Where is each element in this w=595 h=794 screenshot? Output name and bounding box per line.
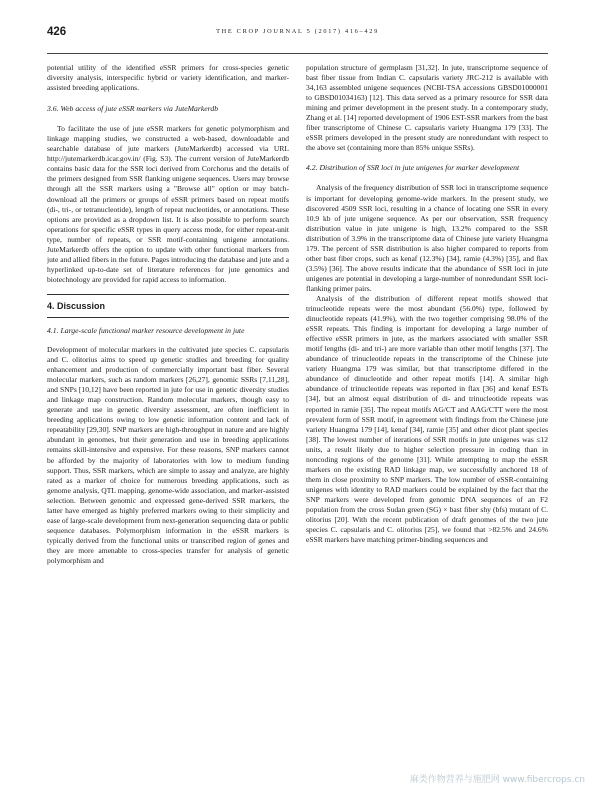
- paragraph-marker-resource: Development of molecular markers in the cultivated jute species C. capsularis and C. olitorius aims to speed up genetic studies and breeding for quality enhancement and production of commercially important bast fiber. Several molecular markers, such as random markers [26,27], genomic SSRs [7,11,28], and SNPs [10,12] have been reported in jute for use in genetic diversity studies and linkage map construction. Random molecular markers, though easy to generate and use in genetic diversity assessment, are often inefficient in breeding applications owing to low genetic information content and lack of repeatability [29,30]. SNP markers are high-throughput in nature and are highly abundant in genomes, but their generation and use in breeding applications remains skill-intensive and expensive. For these reasons, SNP markers cannot be afforded by the majority of laboratories with low to medium funding support. Thus, SSR markers, which are simple to assay and analyze, are highly rated as a marker of choice for numerous breeding applications, such as genome analysis, QTL mapping, genome-wide association, and marker-assisted selection. Between genomic and expressed gene-derived SSR markers, the latter have emerged as highly preferred markers owing to their simplicity and ease of large-scale development from next-generation sequencing data or public sequence databases. Polymorphism information in the eSSR markers is typically derived from the functional units or transcribed region of genes and they are more amenable to cross-species transfer for analysis of genetic polymorphism and: [47, 344, 289, 565]
- paragraph-continued: population structure of germplasm [31,32]. In jute, transcriptome sequence of bast fiber tissue from Indian C. capsularis variety JRC-212 is available with 34,163 assembled unigene sequences (NCBI-TSA accessions GBSD01000001 to GBSD01034163) [12]. This data served as a primary resource for SSR data mining and primer development in the present study. In a contemporary study, Zhang et al. [14] reported development of 1906 EST-SSR markers from the bast fiber transcriptome of Chinese C. capsularis variety Huangma 179 [33]. The eSSR primers developed in the present study are nonredundant with respect to the above set (containing more than 85% unique SSRs).: [306, 63, 548, 153]
- paragraph-ssr-frequency: Analysis of the frequency distribution of SSR loci in transcriptome sequence is important for developing genome-wide markers. In the present study, we discovered 4509 SSR loci, resulting in a chance of locating one SSR in every 10.9 kb of jute unigene sequence. As per our observation, SSR frequency distribution value in jute unigene is high, 13.2% compared to the SSR distribution of 3.9% in the transcriptome data of Chinese jute variety Huangma 179. The percent of SSR distribution is also higher compared to reports from other bast fiber crops, such as kenaf (12.3%) [34], ramie (4.3%) [35], and flax (3.5%) [36]. The above results indicate that the abundance of SSR loci in jute unigenes are potential in developing a large-number of nonredundant SSR loci-flanking primer pairs.: [306, 183, 548, 293]
- paragraph-jutemarkerdb: To facilitate the use of jute eSSR markers for genetic polymorphism and linkage mapping studies, we constructed a web-based, downloadable and searchable database of jute markers (JuteMarkerdb) accessed via URL http://jutemarkerdb.icar.gov.in/ (Fig. S3). The current version of JuteMarkerdb contains basic data for the SSR loci derived from Corchorus and the details of the primers designed from SSR flanking unigene sequences. Users may browse through all the SSR markers using a "Browse all" option or may batch-download all the primers or groups of eSSR primers based on repeat motifs (di-, tri-, or tetranucleotide), length of repeat nucleotides, or annotations. These options are provided as a dropdown list. It is also possible to perform search operations for specific eSSR types in query access mode, for either repeat-unit type, number of repeats, or SSR motif-containing unigene annotations. JuteMarkerdb offers the option to update with other functional markers from jute and allied fibers in the future. Pages introducing the database and jute and a hyperlinked up-to-date set of literature references for jute genomics and biotechnology are provided for rapid access to information.: [47, 124, 289, 284]
- left-column: [47, 63, 289, 723]
- section-rule-bottom: [47, 317, 289, 318]
- subsection-title-4-2: 4.2. Distribution of SSR loci in jute unigenes for marker development: [306, 163, 520, 173]
- discussion-section-header: [47, 294, 289, 318]
- right-column: [306, 63, 548, 757]
- subsection-title-4-1: 4.1. Large-scale functional marker resource development in jute: [47, 325, 245, 335]
- paragraph-repeat-motifs: Analysis of the distribution of different repeat motifs showed that trinucleotide repeats were the most abundant (56.0%) type, followed by dinucleotide repeats (41.9%), with the two together comprising 98.0% of the eSSR repeats. This finding is important for developing a large number of effective eSSR primers in jute, as the markers associated with smaller SSR motif lengths (di- and tri-) are more variable than other motif lengths [37]. The abundance of trinucleotide repeats in the transcriptome of the Chinese jute variety Huangma 179 was similar, but that transcriptome differed in the abundance of dinucleotide and other repeat motifs [14]. A similar high abundance of trinucleotide repeats was reported in flax [36] and kenaf ESTs [34], but an almost equal distribution of di- and trinucleotide repeats was reported in ramie [35]. The repeat motifs AG/CT and AAG/CTT were the most prevalent form of SSR motif, in agreement with findings from the Chinese jute variety Huangma 179 [14], kenaf [34], ramie [35] and other dicot plant species [38]. The lowest number of iterations of SSR motifs in jute unigenes was ≤12 units, a result likely due to higher selection pressure in coding than in noncoding regions of the genome [31]. While attempting to map the eSSR markers on the existing RAD linkage map, we successfully anchored 18 of them in close proximity to SNP markers. The low number of eSSR-containing unigenes with identity to RAD markers could be explained by the fact that the SNP markers were developed from genomic DNA sequences of an F2 population from the cross Sudan green (SG) × bast fiber shy (bfs) mutant of C. olitorius [20]. With the recent publication of draft genomes of the two jute species C. capsularis and C. olitorius [25], we found that >82.5% and 24.6% eSSR markers have matching primer-binding sequences and: [306, 293, 548, 545]
- subsection-title-3-6: 3.6. Web access of jute eSSR markers via JuteMarkerdb: [47, 104, 219, 114]
- paragraph-intro: potential utility of the identified eSSR primers for cross-species genetic diversity analysis, interspecific hybrid or variety identification, and marker-assisted breeding applications.: [47, 63, 289, 93]
- section-rule-top: [47, 294, 289, 295]
- page-number: 426: [47, 26, 67, 38]
- running-header: [47, 20, 548, 42]
- watermark: 麻类作物营养与施肥网 www.fibercrops.cn: [409, 775, 585, 785]
- journal-title: THE CROP JOURNAL 5 (2017) 416–429: [216, 28, 379, 35]
- section-title-discussion: 4. Discussion: [47, 300, 106, 311]
- header-rule: [47, 53, 548, 54]
